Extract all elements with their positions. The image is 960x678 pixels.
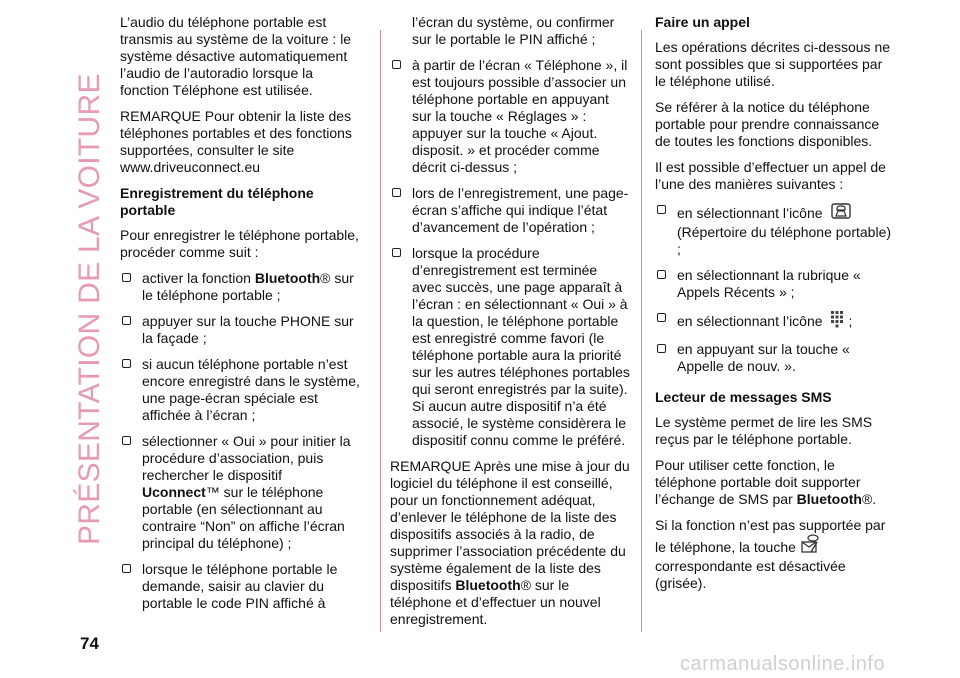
paragraph-text: ®. [861, 491, 877, 507]
continued-text: l’écran du système, ou confirmer sur le portable le PIN affiché ; [412, 14, 615, 47]
page-number: 74 [80, 634, 99, 653]
list-item [120, 433, 360, 552]
paragraph: Il est possible d’effectuer un appel de l’une des manières suivantes : [655, 159, 886, 192]
keypad-icon [830, 310, 844, 332]
remark-paragraph: REMARQUE Pour obtenir la liste des téléphones portables et des fonctions supportées, consulter le site www.driveuconnect.eu [120, 108, 352, 175]
section-heading: Lecteur de messages SMS [655, 389, 832, 405]
checkbox-bullet-icon [122, 436, 131, 445]
list-text: ™ sur le téléphone portable (en sélectionnant au contraire “Non” on affiche l’écran principal du téléphone) ; [142, 484, 345, 551]
checkbox-bullet-icon [657, 270, 666, 279]
paragraph-text: Si la fonction n’est pas supportée par le téléphone, la touche [655, 517, 886, 555]
list-text: sélectionner « Oui » pour initier la procédure d’association, puis rechercher le dispositif [142, 433, 351, 483]
remark-paragraph [390, 458, 630, 628]
sms-icon [800, 534, 822, 558]
list-item [390, 185, 630, 236]
section-title: PRÉSENTATION DE LA VOITURE [73, 73, 106, 545]
watermark: carmanualsonline.info [680, 653, 886, 675]
paragraph [655, 517, 895, 592]
checkbox-bullet-icon [657, 205, 666, 214]
paragraph-text: Pour utiliser cette fonction, le téléphone portable doit supporter l’échange de SMS par [655, 457, 861, 507]
list-text: ® sur le téléphone portable ; [142, 270, 354, 303]
column-3 [655, 14, 895, 601]
list-text: si aucun téléphone portable n’est encore enregistré dans le système, une page-écran spéciale est affichée à l’écran ; [142, 356, 360, 423]
list-text: activer la fonction [142, 270, 255, 286]
checkbox-bullet-icon [122, 359, 131, 368]
paragraph-text: REMARQUE Après une mise à jour du logiciel du téléphone il est conseillé, pour un fonctionnement adéquat, d’enlever le téléphone de la liste des dispositifs associés à la radio, de supprimer l’association précédente du système également de la liste des dispositifs [390, 458, 630, 593]
bold-term: Bluetooth [455, 577, 521, 593]
list-item [120, 313, 360, 347]
column-divider [641, 30, 642, 632]
paragraph: Le système permet de lire les SMS reçus par le téléphone portable. [655, 414, 873, 447]
section-heading: Enregistrement du téléphone portable [120, 185, 314, 218]
list-item [655, 202, 895, 258]
column-divider [380, 30, 381, 632]
list-item [120, 356, 360, 424]
paragraph-text: correspondante est désactivée (grisée). [655, 558, 846, 591]
checkbox-bullet-icon [122, 316, 131, 325]
list-text: ; [848, 313, 853, 329]
list-text: en sélectionnant l’icône [677, 313, 823, 329]
paragraph [655, 457, 895, 508]
checkbox-bullet-icon [392, 248, 401, 257]
list-text: lorsque la procédure d’enregistrement est terminée avec succès, une page apparaît à l’écran : en sélectionnant « Oui » à la question, le téléphone portable est enregistré comme favori (le téléphone portable aura la priorité sur les autres téléphones portables qui seront enregistrés par la suite). Si aucun autre dispositif n’a été associé, le système considèrera le dispositif connu comme le préféré. [412, 245, 630, 448]
list-item [120, 561, 360, 612]
paragraph: Pour enregistrer le téléphone portable, procéder comme suit : [120, 227, 359, 260]
checkbox-bullet-icon [122, 564, 131, 573]
bold-term: Uconnect [142, 484, 206, 500]
paragraph-text: ® sur le téléphone et d’effectuer un nouvel enregistrement. [390, 577, 601, 627]
paragraph: Se référer à la notice du téléphone portable pour prendre connaissance de toutes les fonctions disponibles. [655, 99, 880, 149]
bold-term: Bluetooth [796, 491, 862, 507]
list-text: appuyer sur la touche PHONE sur la façade ; [142, 313, 354, 346]
checkbox-bullet-icon [392, 188, 401, 197]
checkbox-bullet-icon [392, 60, 401, 69]
section-heading: Faire un appel [655, 14, 750, 30]
column-1 [120, 14, 360, 621]
list-text: à partir de l’écran « Téléphone », il est toujours possible d’associer un téléphone portable en appuyant sur la touche « Réglages » : appuyer sur la touche « Ajout. disposit. » et procéder comme décrit ci-dessus ; [412, 57, 628, 175]
checkbox-bullet-icon [657, 344, 666, 353]
bold-term: Bluetooth [254, 270, 321, 286]
list-text: (Répertoire du téléphone portable) ; [677, 224, 892, 257]
list-text: lorsque le téléphone portable le demande, saisir au clavier du portable le code PIN affiché à [142, 561, 338, 611]
paragraph: Les opérations décrites ci-dessous ne sont possibles que si supportées par le téléphone utilisé. [655, 39, 891, 89]
list-item [655, 267, 895, 301]
phonebook-icon [830, 202, 852, 224]
list-item [120, 270, 360, 304]
list-item [655, 310, 895, 332]
list-text: lors de l’enregistrement, une page-écran s’affiche qui indique l’état d’avancement de l’opération ; [412, 185, 629, 235]
list-item [390, 57, 630, 176]
paragraph: L’audio du téléphone portable est transmis au système de la voiture : le système désactive automatiquement l’audio de l’autoradio lorsque la fonction Téléphone est utilisée. [120, 14, 352, 98]
list-text: en appuyant sur la touche « Appelle de nouv. ». [677, 341, 850, 374]
list-item [655, 341, 895, 375]
checkbox-bullet-icon [122, 273, 131, 282]
column-2 [390, 14, 630, 637]
list-item [390, 245, 630, 449]
checkbox-bullet-icon [657, 313, 666, 322]
list-text: en sélectionnant la rubrique « Appels Récents » ; [677, 267, 861, 300]
list-text: en sélectionnant l’icône [677, 205, 823, 221]
